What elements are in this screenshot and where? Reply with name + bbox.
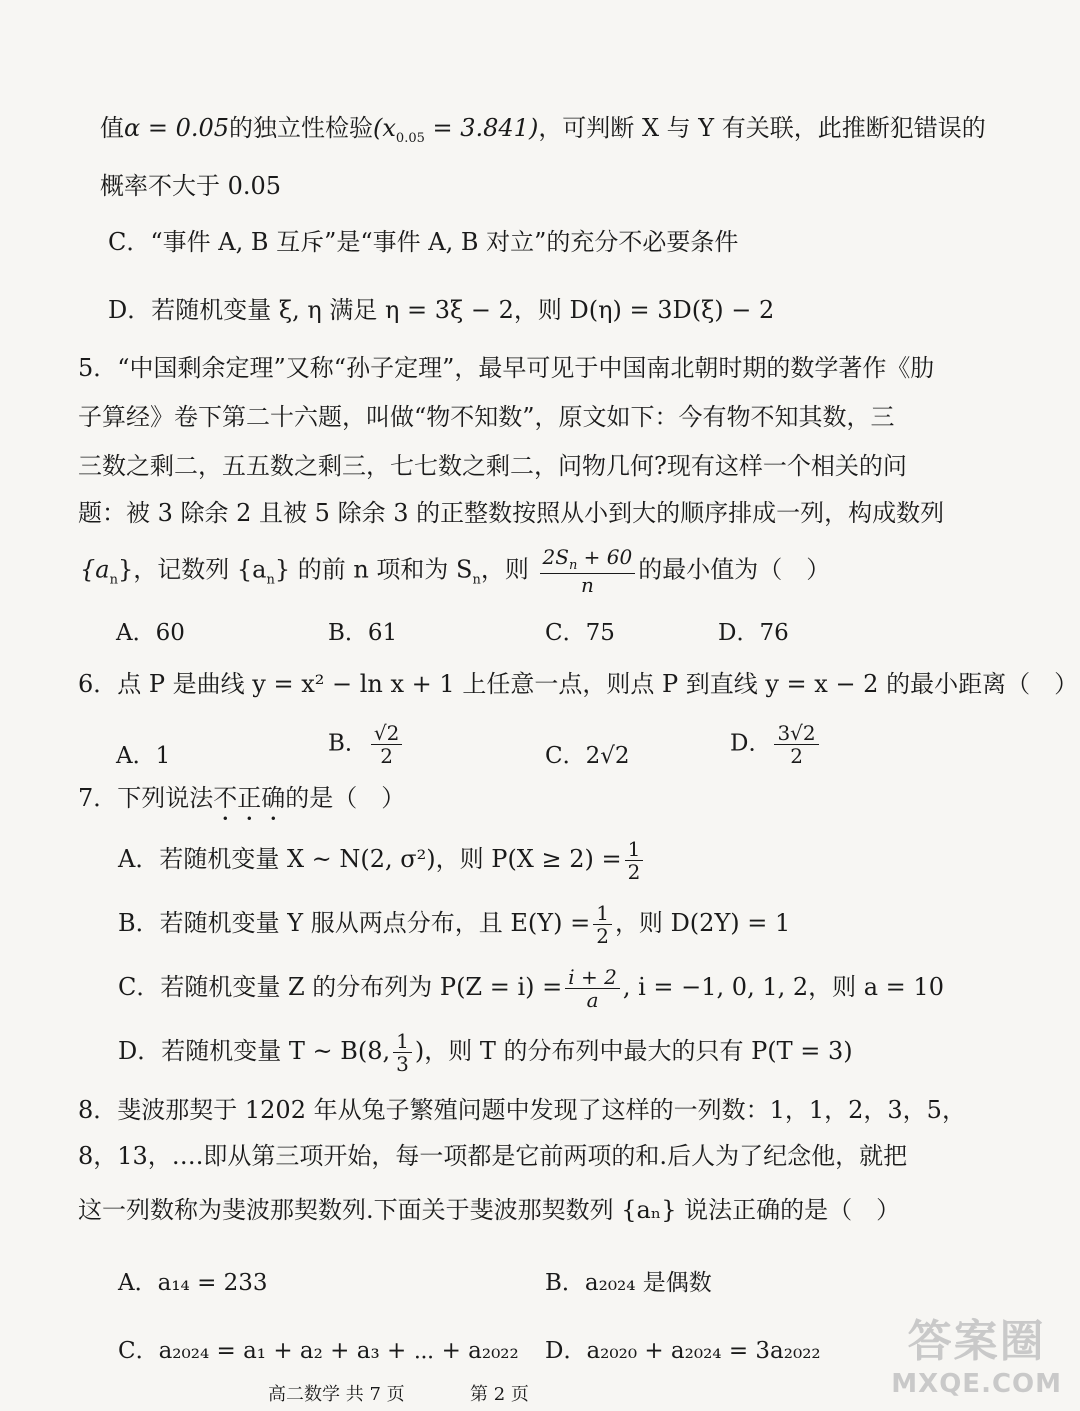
q6-d-num: 3√2	[774, 722, 818, 745]
q6-option-b	[328, 722, 405, 767]
q5-line5	[80, 546, 830, 596]
q8-line3: 这一列数称为斐波那契数列.下面关于斐波那契数列 {aₙ} 说法正确的是（ ）	[78, 1196, 901, 1224]
q5-line2: 子算经》卷下第二十六题，叫做“物不知数”，原文如下：今有物不知其数，三	[78, 403, 895, 431]
footer-page-number: 第 2 页	[470, 1384, 529, 1405]
q5-line5-post: 的最小值为（ ）	[638, 555, 831, 584]
q8-option-c: C．a₂₀₂₄ = a₁ + a₂ + a₃ + ⋯ + a₂₀₂₂	[118, 1338, 519, 1364]
q7-a-den: 2	[627, 860, 641, 884]
q5-option-a: A．60	[116, 620, 185, 646]
q5-frac-sub: n	[568, 558, 578, 573]
q7-option-c	[118, 966, 944, 1011]
q7-stem	[78, 784, 405, 826]
q6-option-c: C．2√2	[545, 743, 630, 769]
q4-alpha: α = 0.05	[124, 114, 230, 142]
q7-a-pre: A．若随机变量 X ~ N(2, σ²)，则 P(X ≥ 2) =	[118, 845, 622, 873]
q4-line1	[100, 114, 986, 146]
q7-option-d	[118, 1030, 853, 1075]
q7-a-fraction	[625, 838, 644, 883]
q5-option-c: C．75	[545, 620, 615, 646]
q7-b-num: 1	[593, 902, 612, 925]
watermark-bottom: MXQE.COM	[891, 1369, 1062, 1399]
q7-c-fraction	[565, 966, 620, 1011]
q7-option-a	[118, 838, 646, 883]
q4-line1-post: ，可判断 X 与 Y 有关联，此推断犯错误的	[538, 114, 986, 142]
q4-line1-mid: 的独立性检验	[229, 114, 374, 142]
q4-chi-sub: 0.05	[395, 130, 425, 146]
q5-option-d: D．76	[718, 620, 789, 646]
q6-d-den: 2	[790, 744, 803, 768]
q5-sub-n3: n	[472, 572, 481, 588]
q7-b-fraction	[593, 902, 612, 947]
q8-line2: 8，13，….即从第三项开始，每一项都是它前两项的和.后人为了纪念他，就把	[78, 1142, 908, 1170]
q5-line5-then: ，则	[480, 555, 529, 584]
q6-option-a: A．1	[116, 743, 171, 769]
footer-total-pages: 高二数学 共 7 页	[268, 1384, 405, 1405]
q7-d-post: )，则 T 的分布列中最大的只有 P(T = 3)	[414, 1037, 853, 1065]
q5-option-b: B．61	[328, 620, 398, 646]
q6-option-d	[730, 722, 822, 767]
q6-option-b-label: B．	[328, 730, 368, 757]
q4-line2: 概率不大于 0.05	[100, 172, 282, 200]
q4-option-c: C．“事件 A, B 互斥”是“事件 A, B 对立”的充分不必要条件	[108, 228, 739, 256]
watermark-top: 答案圈	[907, 1316, 1046, 1367]
q5-frac-den: n	[580, 573, 594, 598]
q5-sub-n2: n	[266, 572, 275, 588]
q5-line5-mid2: } 的前 n 项和为 S	[274, 555, 473, 584]
q6-option-b-fraction	[371, 722, 402, 767]
q7-stem-emphasis: 不正确	[213, 784, 286, 812]
q7-c-den: a	[586, 988, 599, 1012]
q7-d-pre: D．若随机变量 T ~ B(8,	[118, 1037, 391, 1065]
q4-chi-val: = 3.841)	[424, 114, 539, 142]
q7-c-pre: C．若随机变量 Z 的分布列为 P(Z = i) =	[118, 973, 563, 1001]
q5-line4: 题：被 3 除余 2 且被 5 除余 3 的正整数按照从小到大的顺序排成一列，构成数列	[78, 499, 945, 527]
q6-option-d-fraction	[774, 722, 818, 767]
q5-seq-open: {a	[80, 555, 110, 584]
q5-line5-mid: }，记数列 {a	[117, 555, 267, 584]
q5-sub-n1: n	[109, 572, 118, 588]
q6-option-d-label: D．	[730, 730, 772, 757]
q5-line3: 三数之剩二，五五数之剩三，七七数之剩二，问物几何?现有这样一个相关的问	[78, 452, 907, 480]
q5-fraction	[540, 546, 636, 596]
q7-c-post: , i = −1, 0, 1, 2，则 a = 10	[622, 973, 944, 1001]
q8-option-b: B．a₂₀₂₄ 是偶数	[545, 1270, 712, 1296]
q4-chi: (x	[373, 114, 396, 142]
q7-c-num: i + 2	[565, 966, 620, 989]
q6-stem: 6．点 P 是曲线 y = x² − ln x + 1 上任意一点，则点 P 到直线 y = x − 2 的最小距离（ ）	[78, 670, 1079, 698]
q7-d-num: 1	[393, 1030, 412, 1053]
q4-option-d: D．若随机变量 ξ, η 满足 η = 3ξ − 2，则 D(η) = 3D(ξ) − 2	[108, 296, 775, 324]
q5-frac-num-tail: + 60	[577, 545, 633, 569]
q8-line1: 8．斐波那契于 1202 年从兔子繁殖问题中发现了这样的一列数：1，1，2，3，5，	[78, 1096, 966, 1124]
q6-b-den: 2	[380, 744, 393, 768]
q7-b-post: ，则 D(2Y) = 1	[614, 909, 791, 937]
q7-option-b	[118, 902, 790, 947]
q7-stem-pre: 7．下列说法	[78, 784, 214, 812]
q6-b-num: √2	[371, 722, 402, 745]
watermark-logo	[891, 1305, 1062, 1399]
q7-stem-post: 的是（ ）	[285, 784, 406, 812]
q7-b-pre: B．若随机变量 Y 服从两点分布，且 E(Y) =	[118, 909, 591, 937]
q8-option-d: D．a₂₀₂₀ + a₂₀₂₄ = 3a₂₀₂₂	[545, 1338, 821, 1364]
q5-line1: 5．“中国剩余定理”又称“孙子定理”，最早可见于中国南北朝时期的数学著作《肋	[78, 354, 935, 382]
q4-line1-pre: 值	[100, 114, 124, 142]
q7-d-fraction	[393, 1030, 412, 1075]
q7-a-num: 1	[625, 838, 644, 861]
q7-d-den: 3	[396, 1052, 409, 1076]
q5-frac-num: 2S	[542, 545, 569, 569]
q8-option-a: A．a₁₄ = 233	[118, 1270, 268, 1296]
q7-b-den: 2	[596, 924, 609, 948]
